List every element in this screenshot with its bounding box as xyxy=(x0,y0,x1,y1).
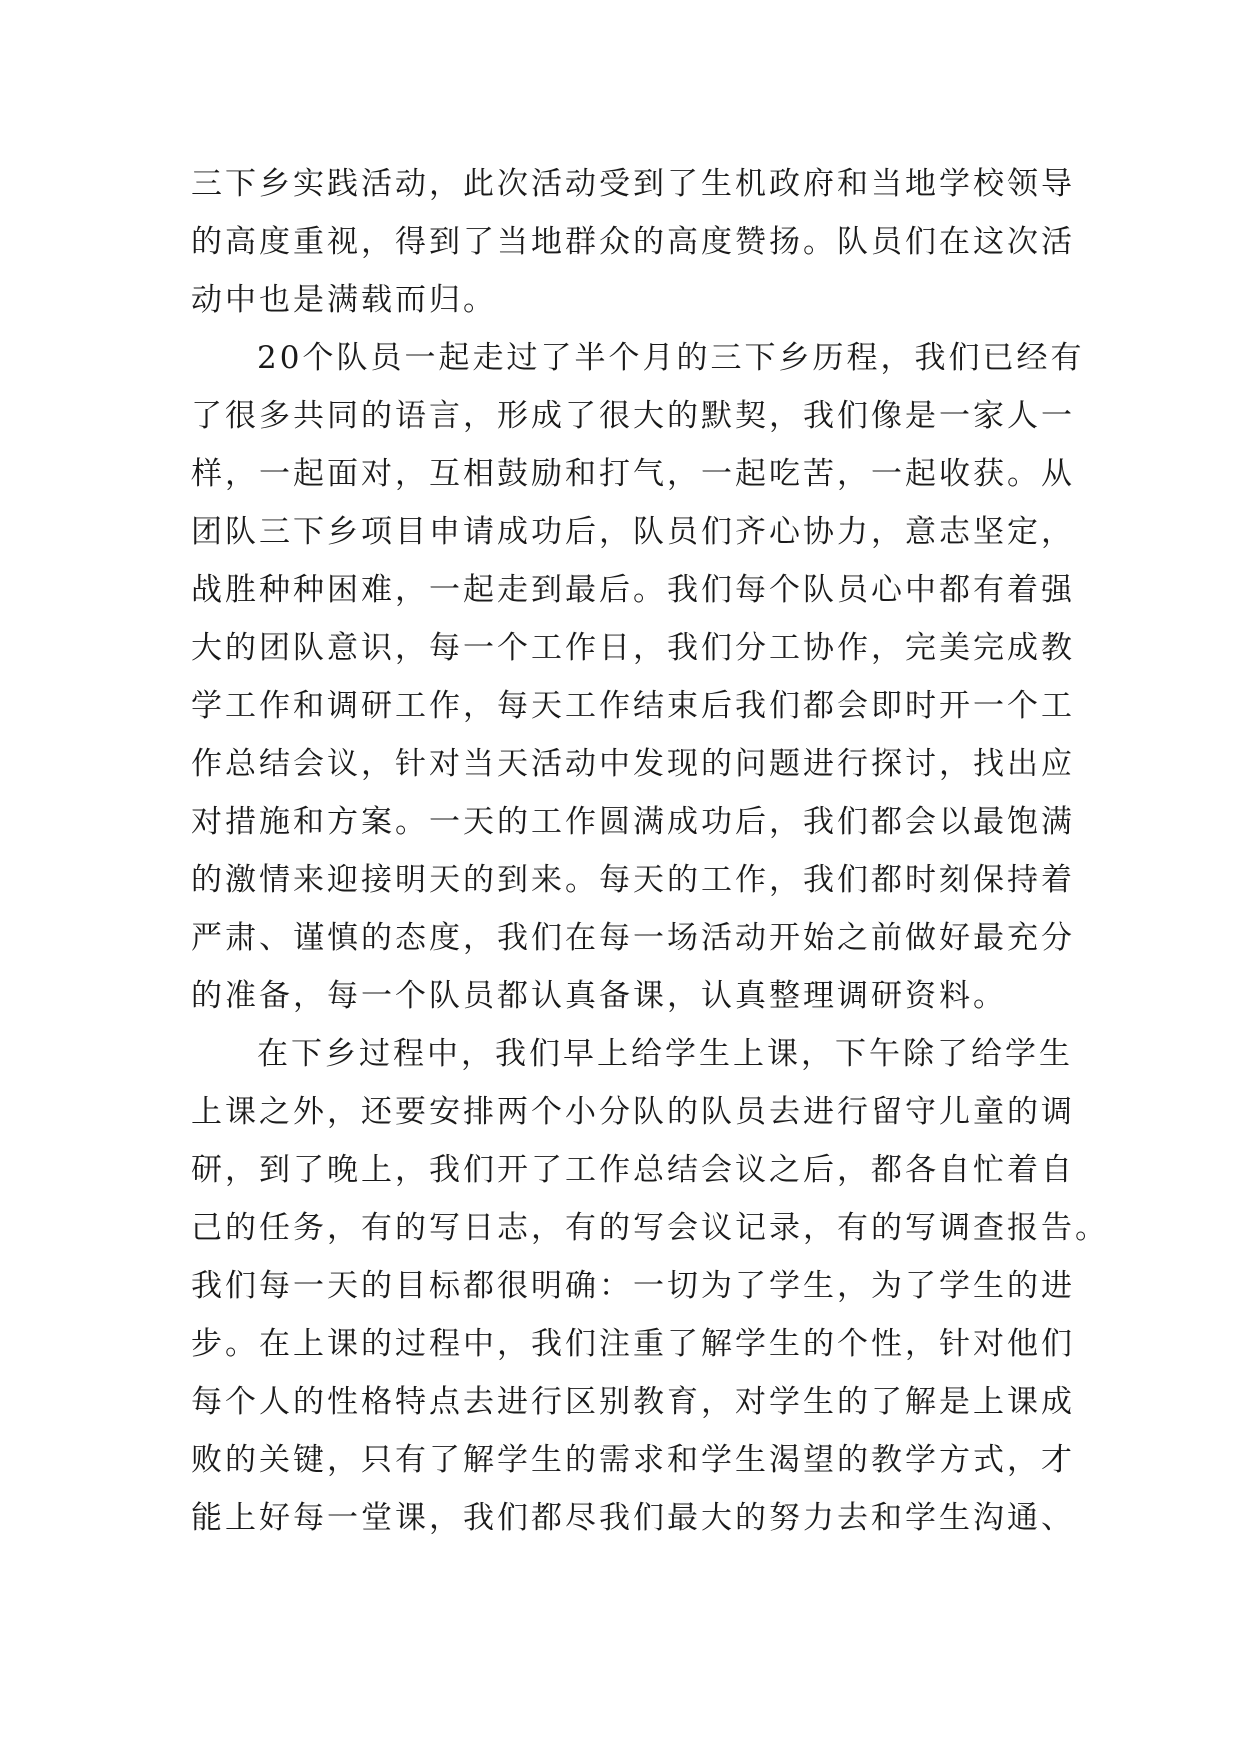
text-line: 样，一起面对，互相鼓励和打气，一起吃苦，一起收获。从 xyxy=(191,456,1075,492)
text-line: 作总结会议，针对当天活动中发现的问题进行探讨，找出应 xyxy=(191,746,1075,782)
text-line: 己的任务，有的写日志，有的写会议记录，有的写调查报告。 xyxy=(191,1210,1109,1246)
text-line: 研，到了晚上，我们开了工作总结会议之后，都各自忙着自 xyxy=(191,1152,1075,1188)
text-line: 三下乡实践活动，此次活动受到了生机政府和当地学校领导 xyxy=(191,166,1075,202)
text-line: 的准备，每一个队员都认真备课，认真整理调研资料。 xyxy=(191,978,1007,1014)
text-line: 大的团队意识，每一个工作日，我们分工协作，完美完成教 xyxy=(191,630,1075,666)
text-line: 战胜种种困难，一起走到最后。我们每个队员心中都有着强 xyxy=(191,572,1075,608)
text-line: 能上好每一堂课，我们都尽我们最大的努力去和学生沟通、 xyxy=(191,1500,1075,1536)
text-line: 每个人的性格特点去进行区别教育，对学生的了解是上课成 xyxy=(191,1384,1075,1420)
text-line: 败的关键，只有了解学生的需求和学生渴望的教学方式，才 xyxy=(191,1442,1075,1478)
text-line: 在下乡过程中，我们早上给学生上课，下午除了给学生 xyxy=(257,1036,1073,1072)
paragraph xyxy=(191,155,1075,329)
document-body xyxy=(191,155,1109,1547)
text-line: 的激情来迎接明天的到来。每天的工作，我们都时刻保持着 xyxy=(191,862,1075,898)
text-line: 对措施和方案。一天的工作圆满成功后，我们都会以最饱满 xyxy=(191,804,1075,840)
text-line: 严肃、谨慎的态度，我们在每一场活动开始之前做好最充分 xyxy=(191,920,1075,956)
text-line: 20个队员一起走过了半个月的三下乡历程，我们已经有 xyxy=(257,340,1085,376)
text-line: 上课之外，还要安排两个小分队的队员去进行留守儿童的调 xyxy=(191,1094,1075,1130)
text-line: 动中也是满载而归。 xyxy=(191,282,497,318)
text-line: 我们每一天的目标都很明确：一切为了学生，为了学生的进 xyxy=(191,1268,1075,1304)
paragraph xyxy=(191,1025,1109,1547)
text-line: 的高度重视，得到了当地群众的高度赞扬。队员们在这次活 xyxy=(191,224,1075,260)
paragraph xyxy=(191,329,1085,1025)
text-line: 团队三下乡项目申请成功后，队员们齐心协力，意志坚定， xyxy=(191,514,1075,550)
text-line: 了很多共同的语言，形成了很大的默契，我们像是一家人一 xyxy=(191,398,1075,434)
text-line: 步。在上课的过程中，我们注重了解学生的个性，针对他们 xyxy=(191,1326,1075,1362)
text-line: 学工作和调研工作，每天工作结束后我们都会即时开一个工 xyxy=(191,688,1075,724)
